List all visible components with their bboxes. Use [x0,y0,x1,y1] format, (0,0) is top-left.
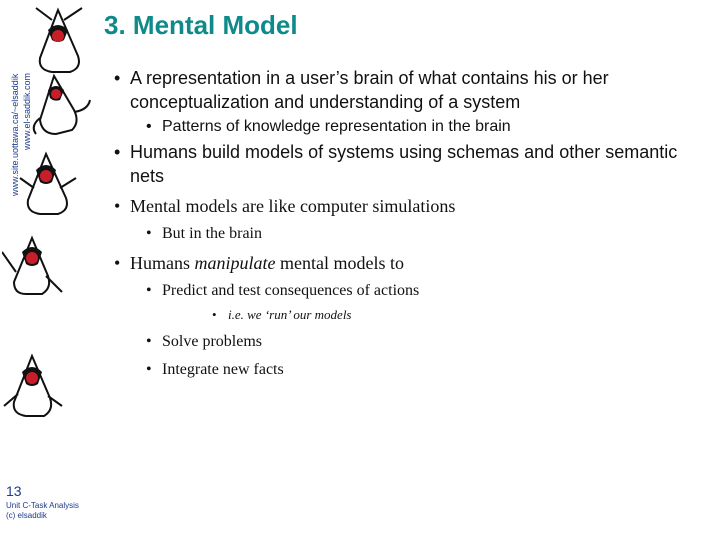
bullet-text: Patterns of knowledge representation in the brain [162,118,511,135]
bullet-level2 [146,281,682,301]
bullet-dot: • [146,361,152,378]
sidebar-url-primary: www.site.uottawa.ca/~elsaddik [10,73,20,196]
bullet-dot: • [114,68,121,88]
bullet-text: i.e. we ‘run’ our models [228,307,352,322]
bullet-dot: • [114,196,121,216]
bullet-dot: • [212,307,217,322]
bullet-dot: • [146,282,152,299]
bullet-text-pre: Humans [130,253,195,273]
bullet-dot: • [114,253,121,273]
bullet-dot: • [146,118,152,135]
footer-line-1: Unit C-Task Analysis [6,501,79,510]
slide-number: 13 [6,483,22,499]
footer-line-2: (c) elsaddik [6,511,47,520]
footer-text [6,501,79,521]
bullet-dot: • [146,225,152,242]
duke-mascot-icon [30,70,92,148]
bullet-level1 [114,66,690,114]
bullet-level1 [114,140,690,188]
bullet-level3 [212,307,688,323]
bullet-level1 [114,194,690,218]
bullet-level1 [114,251,690,275]
bullet-text: Predict and test consequences of actions [162,282,420,299]
bullet-text: Integrate new facts [162,361,284,378]
bullet-text: Humans build models of systems using schemas and other semantic nets [130,142,678,186]
bullet-text: But in the brain [162,225,262,242]
slide-title: 3. Mental Model [104,10,298,40]
sidebar-url-secondary: www.el-saddik.com [22,72,32,150]
bullet-text-post: mental models to [275,253,404,273]
bullet-dot: • [114,142,121,162]
duke-mascot-icon [2,232,64,310]
bullet-level2 [146,360,682,380]
bullet-text: A representation in a user’s brain of what contains his or her conceptualization and understanding of a system [130,68,609,112]
bullet-level2 [146,117,682,137]
bullet-level2 [146,224,682,244]
bullet-dot: • [146,333,152,350]
bullet-level2 [146,332,682,352]
bullet-text: Solve problems [162,333,262,350]
bullet-text: Mental models are like computer simulations [130,196,456,216]
duke-mascot-icon [2,350,64,428]
bullet-text-emphasis: manipulate [194,253,276,273]
duke-mascot-icon [18,148,80,226]
